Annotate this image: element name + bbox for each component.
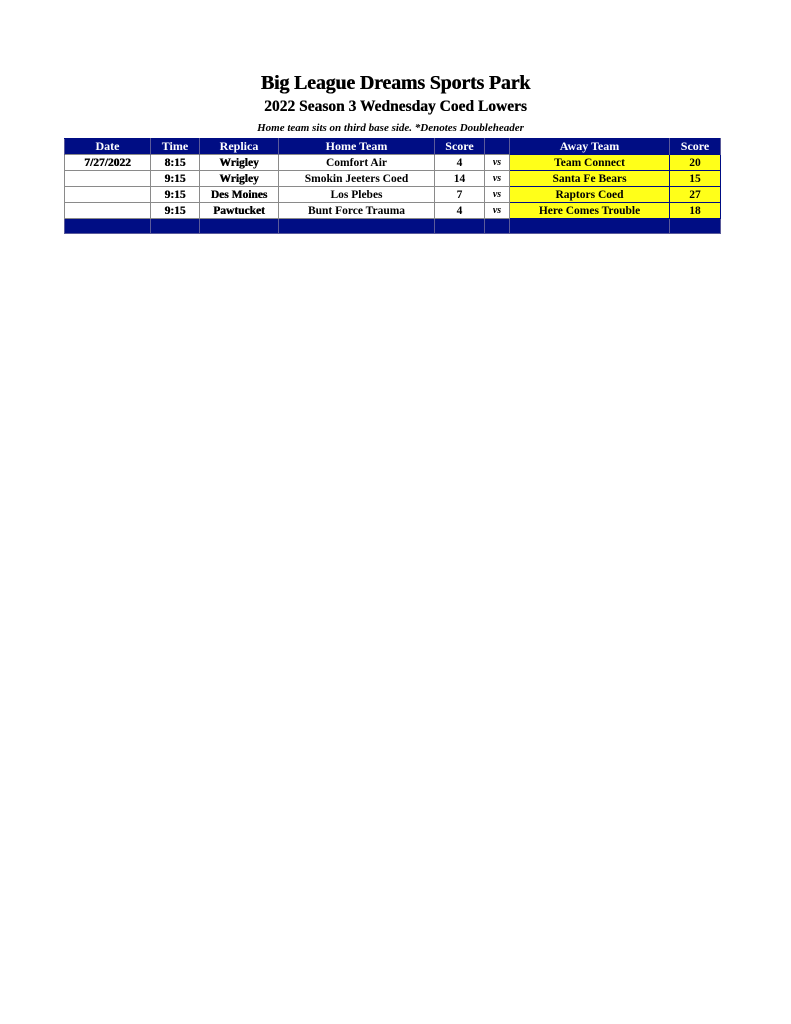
page-subtitle: 2022 Season 3 Wednesday Coed Lowers xyxy=(264,98,527,115)
table-footer-row xyxy=(65,219,721,234)
cell-time: 8:15 xyxy=(151,155,200,171)
cell-time: 9:15 xyxy=(151,171,200,187)
column-header-home-team: Home Team xyxy=(279,139,435,155)
column-header-vs xyxy=(485,139,510,155)
footer-cell xyxy=(151,219,200,234)
cell-away-score: 27 xyxy=(670,187,721,203)
cell-home-score: 4 xyxy=(435,155,485,171)
cell-date xyxy=(65,187,151,203)
cell-away-team: Santa Fe Bears xyxy=(510,171,670,187)
cell-time: 9:15 xyxy=(151,203,200,219)
footer-cell xyxy=(200,219,279,234)
column-header-away-score: Score xyxy=(670,139,721,155)
schedule-table xyxy=(64,138,721,234)
cell-away-team: Raptors Coed xyxy=(510,187,670,203)
cell-date xyxy=(65,171,151,187)
page-title: Big League Dreams Sports Park xyxy=(260,72,531,94)
cell-home-team: Bunt Force Trauma xyxy=(279,203,435,219)
table-row xyxy=(65,155,721,171)
cell-date: 7/27/2022 xyxy=(65,155,151,171)
footer-cell xyxy=(510,219,670,234)
cell-replica: Pawtucket xyxy=(200,203,279,219)
cell-vs: vs xyxy=(485,187,510,203)
cell-away-team: Here Comes Trouble xyxy=(510,203,670,219)
cell-away-score: 18 xyxy=(670,203,721,219)
cell-vs: vs xyxy=(485,203,510,219)
cell-vs: vs xyxy=(485,171,510,187)
column-header-date: Date xyxy=(65,139,151,155)
footer-cell xyxy=(670,219,721,234)
column-header-away-team: Away Team xyxy=(510,139,670,155)
cell-home-team: Los Plebes xyxy=(279,187,435,203)
table-row xyxy=(65,203,721,219)
table-row xyxy=(65,187,721,203)
footer-cell xyxy=(65,219,151,234)
footer-cell xyxy=(279,219,435,234)
cell-away-team: Team Connect xyxy=(510,155,670,171)
cell-home-team: Smokin Jeeters Coed xyxy=(279,171,435,187)
cell-replica: Des Moines xyxy=(200,187,279,203)
cell-replica: Wrigley xyxy=(200,171,279,187)
column-header-replica: Replica xyxy=(200,139,279,155)
cell-home-score: 14 xyxy=(435,171,485,187)
cell-away-score: 15 xyxy=(670,171,721,187)
table-row xyxy=(65,171,721,187)
cell-away-score: 20 xyxy=(670,155,721,171)
column-header-time: Time xyxy=(151,139,200,155)
footer-cell xyxy=(435,219,485,234)
table-header-row xyxy=(65,139,721,155)
cell-home-score: 4 xyxy=(435,203,485,219)
cell-time: 9:15 xyxy=(151,187,200,203)
cell-vs: vs xyxy=(485,155,510,171)
footer-cell xyxy=(485,219,510,234)
cell-home-team: Comfort Air xyxy=(279,155,435,171)
cell-home-score: 7 xyxy=(435,187,485,203)
cell-replica: Wrigley xyxy=(200,155,279,171)
cell-date xyxy=(65,203,151,219)
schedule-note: Home team sits on third base side. *Denotes Doubleheader xyxy=(257,122,524,134)
column-header-home-score: Score xyxy=(435,139,485,155)
